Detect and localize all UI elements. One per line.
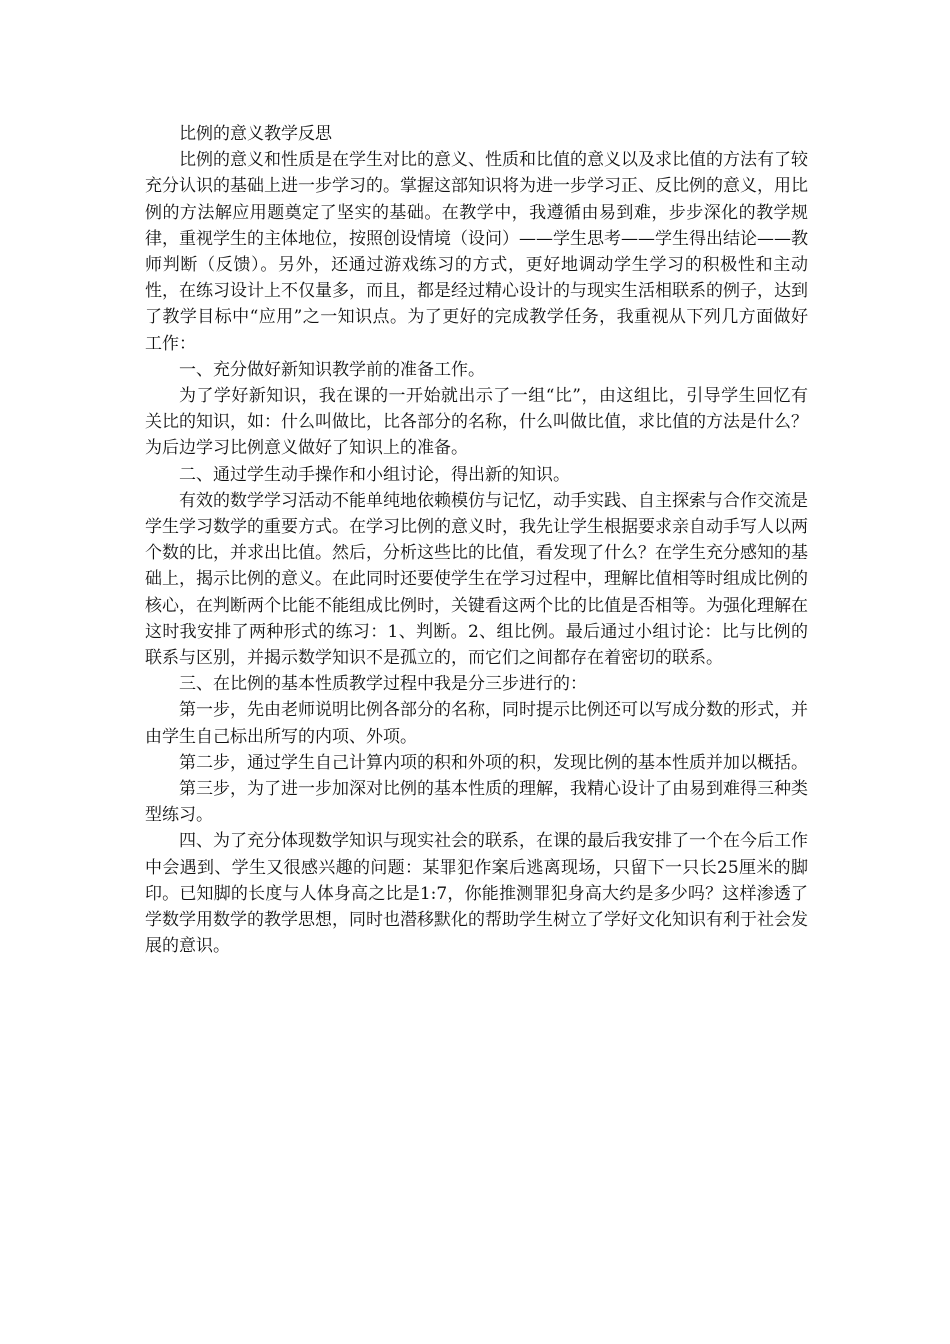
document-body xyxy=(145,121,808,960)
paragraph-step-1: 第一步，先由老师说明比例各部分的名称，同时提示比例还可以写成分数的形式，并由学生自己标出所写的内项、外项。 xyxy=(145,700,808,747)
paragraph-step-2: 第二步，通过学生自己计算内项的积和外项的积，发现比例的基本性质并加以概括。 xyxy=(179,752,808,773)
paragraph-section-4: 四、为了充分体现数学知识与现实社会的联系，在课的最后我安排了一个在今后工作中会遇到、学生又很感兴趣的问题：某罪犯作案后逃离现场，只留下一只长25厘米的脚印。已知脚的长度与人体身高之比是1:7，你能推测罪犯身高大约是多少吗？这样渗透了学数学用数学的教学思想，同时也潜移默化的帮助学生树立了学好文化知识有利于社会发展的意识。 xyxy=(145,831,808,957)
paragraph-step-3: 第三步，为了进一步加深对比例的基本性质的理解，我精心设计了由易到难得三种类型练习。 xyxy=(145,779,808,826)
document-title: 比例的意义教学反思 xyxy=(179,124,332,144)
section-heading-3: 三、在比例的基本性质教学过程中我是分三步进行的： xyxy=(179,674,587,695)
paragraph-intro: 比例的意义和性质是在学生对比的意义、性质和比值的意义以及求比值的方法有了较充分认识的基础上进一步学习的。掌握这部知识将为进一步学习正、反比例的意义，用比例的方法解应用题奠定了坚实的基础。在教学中，我遵循由易到难，步步深化的教学规律，重视学生的主体地位，按照创设情境（设问）——学生思考——学生得出结论——教师判断（反馈）。另外，还通过游戏练习的方式，更好地调动学生学习的积极性和主动性，在练习设计上不仅量多，而且，都是经过精心设计的与现实生活相联系的例子，达到了教学目标中“应用”之一知识点。为了更好的完成教学任务，我重视从下列几方面做好工作： xyxy=(145,150,808,354)
section-heading-1: 一、充分做好新知识教学前的准备工作。 xyxy=(179,359,485,380)
section-heading-2: 二、通过学生动手操作和小组讨论，得出新的知识。 xyxy=(179,464,570,485)
paragraph-section-1: 为了学好新知识，我在课的一开始就出示了一组“比”，由这组比，引导学生回忆有关比的知识，如：什么叫做比，比各部分的名称，什么叫做比值，求比值的方法是什么？为后边学习比例意义做好了知识上的准备。 xyxy=(145,386,808,459)
paragraph-section-2: 有效的数学学习活动不能单纯地依赖模仿与记忆，动手实践、自主探索与合作交流是学生学习数学的重要方式。在学习比例的意义时，我先让学生根据要求亲自动手写人以两个数的比，并求出比值。然后，分析这些比的比值，看发现了什么？在学生充分感知的基础上，揭示比例的意义。在此同时还要使学生在学习过程中，理解比值相等时组成比例的核心，在判断两个比能不能组成比例时，关键看这两个比的比值是否相等。为强化理解在这时我安排了两种形式的练习：1、判断。2、组比例。最后通过小组讨论：比与比例的联系与区别，并揭示数学知识不是孤立的，而它们之间都存在着密切的联系。 xyxy=(145,490,808,669)
